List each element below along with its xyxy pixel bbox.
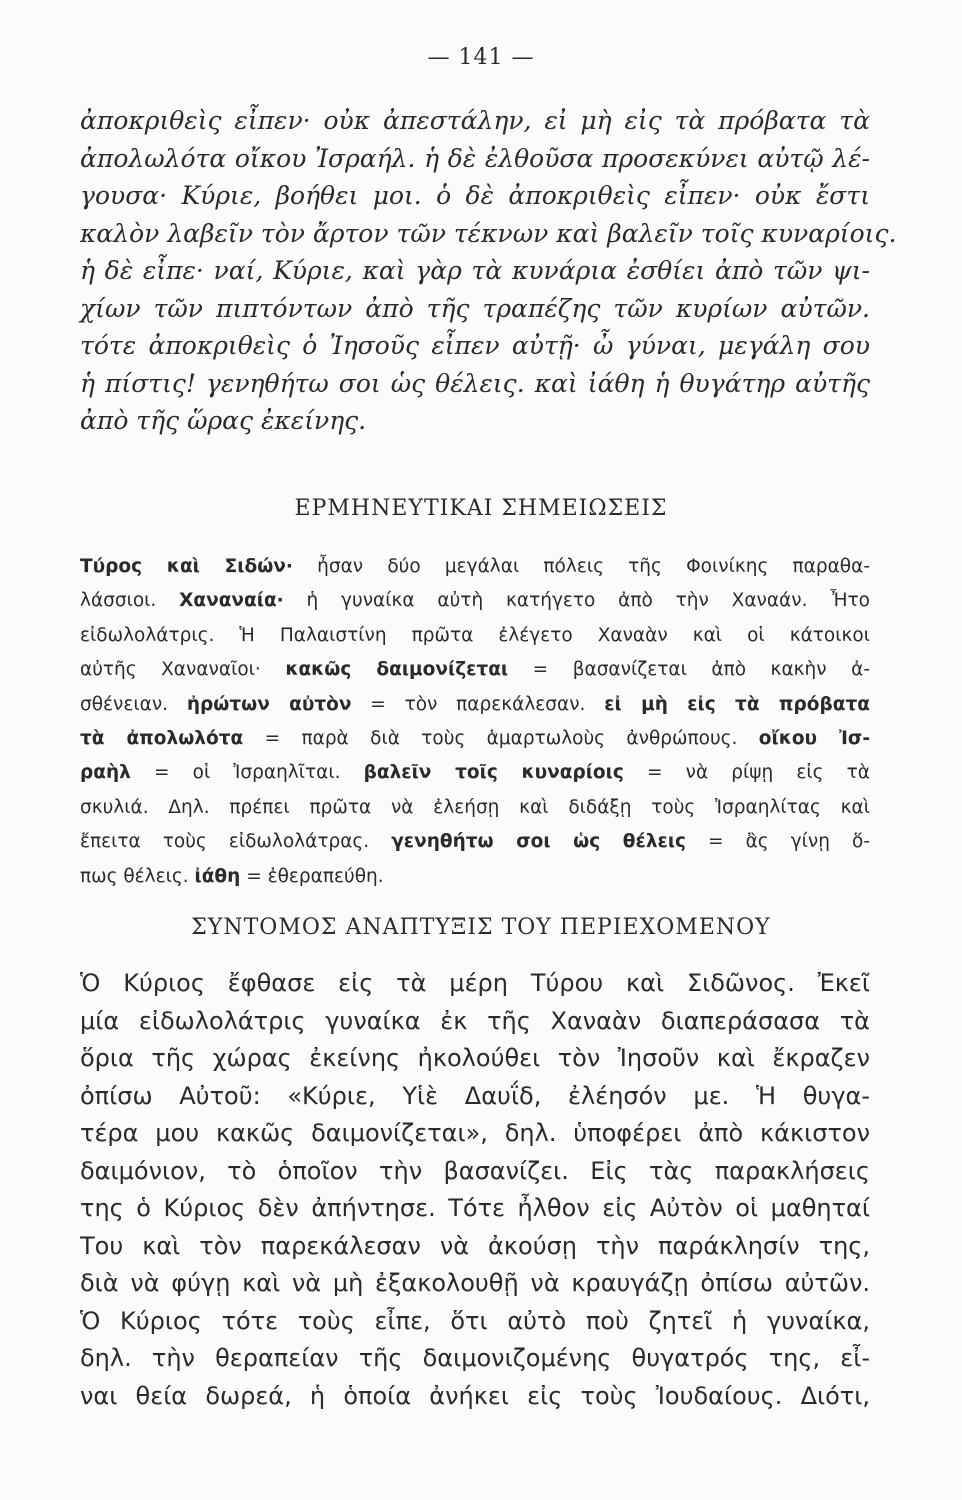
note-term: τὰ ἀπολωλότα (80, 728, 244, 750)
summary-line: διὰ νὰ φύγῃ καὶ νὰ μὴ ἐξακολουθῇ νὰ κραυγάζῃ ὀπίσω αὐτῶν. (80, 1269, 870, 1297)
note-text: = βασανίζεται ἀπὸ κακὴν ἀ- (508, 659, 870, 681)
notes-line (80, 722, 870, 756)
summary-line: μία εἰδωλολάτρις γυναίκα ἐκ τῆς Χαναὰν διαπεράσασα τὰ (80, 1006, 870, 1035)
notes-line (80, 584, 870, 618)
note-term: Χαναναία· (179, 590, 284, 612)
notes-line (80, 653, 870, 687)
notes-line (80, 688, 870, 722)
gospel-line: ἀπολωλότα οἴκου Ἰσραήλ. ἡ δὲ ἐλθοῦσα προσεκύνει αὐτῷ λέ- (80, 143, 870, 173)
note-text: ἦσαν δύο μεγάλαι πόλεις τῆς Φοινίκης παραθα- (292, 556, 870, 577)
note-term: εἰ μὴ εἰς τὰ πρόβατα (604, 693, 870, 715)
gospel-line: ἡ πίστις! γενηθήτω σοι ὡς θέλεις. καὶ ἰάθη ἡ θυγάτηρ αὐτῆς (80, 368, 870, 398)
note-text: = οἱ Ἰσραηλῖται. (130, 762, 364, 784)
summary-line: της ὁ Κύριος δὲν ἀπήντησε. Τότε ἦλθον εἰς Αὐτὸν οἱ μαθηταί (80, 1194, 870, 1222)
summary-line: δαιμόνιον, τὸ ὁποῖον τὴν βασανίζει. Εἰς τὰς παρακλήσεις (80, 1156, 870, 1185)
notes-line (80, 619, 870, 653)
note-text: = νὰ ρίψῃ εἰς τὰ (623, 762, 870, 784)
gospel-line: τότε ἀποκριθεὶς ὁ Ἰησοῦς εἶπεν αὐτῇ· ὦ γύναι, μεγάλη σου (80, 331, 870, 360)
note-term: βαλεῖν τοῖς κυναρίοις (363, 762, 624, 784)
note-text: = παρὰ διὰ τοὺς ἁμαρτωλοὺς ἀνθρώπους. (243, 728, 759, 750)
summary-heading: ΣΥΝΤΟΜΟΣ ΑΝΑΠΤΥΞΙΣ ΤΟΥ ΠΕΡΙΕΧΟΜΕΝΟΥ (191, 915, 771, 940)
note-term: Τύρος καὶ Σιδών· (80, 556, 293, 577)
notes-section (80, 550, 870, 894)
note-text: εἰδωλολάτρις. Ἡ Παλαιστίνη πρῶτα ἐλέγετο Χαναὰν καὶ οἱ κάτοικοι (80, 624, 870, 646)
notes-heading: ΕΡΜΗΝΕΥΤΙΚΑΙ ΣΗΜΕΙΩΣΕΙΣ (294, 496, 668, 521)
gospel-line: γουσα· Κύριε, βοήθει μοι. ὁ δὲ ἀποκριθεὶς εἶπεν· οὐκ ἔστι (80, 181, 870, 210)
gospel-line: καλὸν λαβεῖν τὸν ἄρτον τῶν τέκνων καὶ βαλεῖν τοῖς κυναρίοις. (80, 218, 897, 248)
summary-line: Ὁ Κύριος ἔφθασε εἰς τὰ μέρη Τύρου καὶ Σιδῶνος. Ἐκεῖ (80, 969, 870, 997)
summary-line: Ὁ Κύριος τότε τοὺς εἶπε, ὅτι αὐτὸ ποὺ ζητεῖ ἡ γυναίκα, (80, 1306, 870, 1335)
notes-line (80, 825, 870, 859)
note-text: αὐτῆς Χαναναῖοι· (80, 659, 286, 681)
note-text: = τὸν παρεκάλεσαν. (351, 693, 605, 715)
note-term: κακῶς δαιμονίζεται (285, 659, 509, 681)
page-number: — 141 — (427, 45, 535, 70)
summary-line: Του καὶ τὸν παρεκάλεσαν νὰ ἀκούσῃ τὴν παράκλησίν της, (80, 1231, 870, 1260)
note-term: ἠρώτων αὐτὸν (186, 693, 352, 715)
notes-line (80, 756, 870, 790)
gospel-line: ἀποκριθεὶς εἶπεν· οὐκ ἀπεστάλην, εἰ μὴ εἰς τὰ πρόβατα τὰ (80, 106, 870, 135)
note-text: ἔπειτα τοὺς εἰδωλολάτρας. (80, 831, 392, 853)
note-term: οἴκου Ἰσ- (758, 728, 871, 750)
note-text: = ἂς γίνῃ ὅ- (686, 831, 870, 853)
note-text: σθένειαν. (80, 693, 187, 715)
note-text: ἡ γυναίκα αὐτὴ κατήγετο ἀπὸ τὴν Χαναάν. Ἦτο (283, 590, 870, 612)
gospel-passage (80, 102, 897, 440)
note-term: γενηθήτω σοι ὡς θέλεις (391, 831, 686, 853)
notes-line (80, 791, 870, 825)
note-term: ἰάθη (194, 865, 241, 887)
note-text: λάσσιοι. (80, 590, 180, 612)
summary-line: δηλ. τὴν θεραπείαν τῆς δαιμονιζομένης θυγατρός της, εἶ- (80, 1344, 870, 1372)
note-term: ραὴλ (80, 762, 131, 784)
summary-line: ναι θεία δωρεά, ἡ ὁποία ἀνήκει εἰς τοὺς Ἰουδαίους. Διότι, (80, 1381, 870, 1410)
gospel-line: χίων τῶν πιπτόντων ἀπὸ τῆς τραπέζης τῶν κυρίων αὐτῶν. (80, 293, 870, 323)
gospel-line: ἡ δὲ εἶπε· ναί, Κύριε, καὶ γὰρ τὰ κυνάρια ἐσθίει ἀπὸ τῶν ψι- (80, 256, 870, 285)
notes-line (80, 550, 870, 584)
summary-line: τέρα μου κακῶς δαιμονίζεται», δηλ. ὑποφέρει ἀπὸ κάκιστον (80, 1119, 870, 1147)
summary-line: ὀπίσω Αὐτοῦ: «Κύριε, Υἱὲ Δαυΐδ, ἐλέησόν με. Ἡ θυγα- (80, 1081, 870, 1110)
note-text: = ἐθεραπεύθη. (240, 865, 384, 887)
note-text: σκυλιά. Δηλ. πρέπει πρῶτα νὰ ἐλεήσῃ καὶ διδάξῃ τοὺς Ἰσραηλίτας καὶ (80, 796, 870, 818)
note-text: πως θέλεις. (80, 865, 195, 887)
gospel-line: ἀπὸ τῆς ὥρας ἐκείνης. (80, 406, 367, 435)
notes-line (80, 860, 870, 894)
summary-section (80, 965, 870, 1415)
summary-line: ὅρια τῆς χώρας ἐκείνης ἠκολούθει τὸν Ἰησοῦν καὶ ἔκραζεν (80, 1044, 870, 1072)
